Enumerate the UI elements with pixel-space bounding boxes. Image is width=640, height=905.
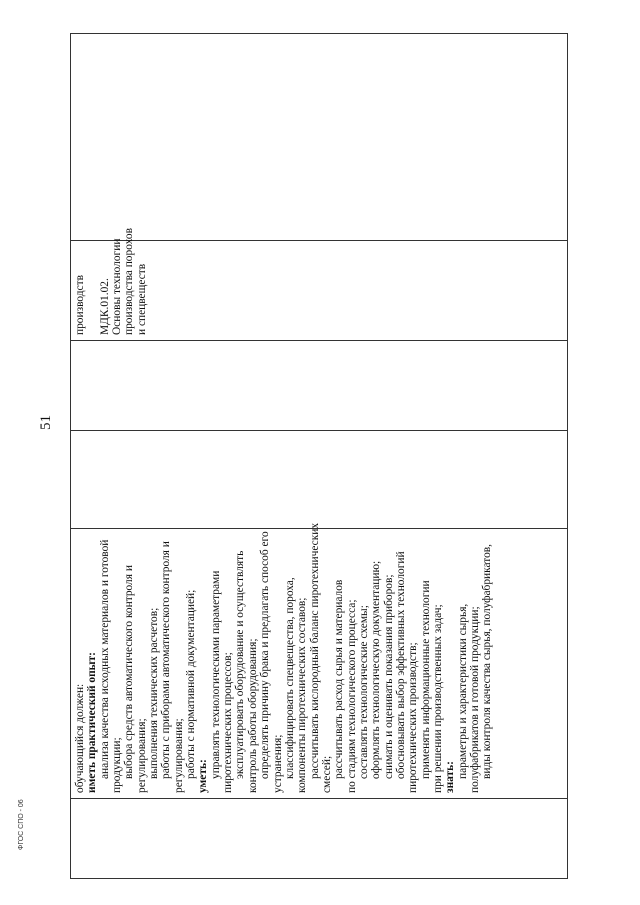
requirement-line: применять информационные технологии — [419, 580, 432, 779]
page-number: 51 — [38, 415, 54, 430]
course-line: Основы технологии — [111, 238, 124, 335]
table-row — [71, 34, 568, 879]
requirement-line: полуфабрикатов и готовой продукции; — [469, 606, 481, 793]
course-line — [86, 246, 98, 335]
requirement-line: контроль работы оборудования; — [246, 638, 259, 793]
requirement-line: устранения; — [271, 734, 284, 793]
competence-cell — [71, 34, 568, 241]
requirement-line: работы с приборами автоматического контроля и — [160, 541, 173, 779]
requirement-line: обучающийся должен: — [74, 683, 86, 793]
hours-max-cell — [71, 431, 568, 529]
requirement-line: классифицировать спецвещества, пороха, — [283, 577, 296, 779]
course-line: МДК.01.02. — [98, 278, 111, 335]
requirement-line: составлять технологические схемы; — [357, 605, 370, 779]
requirement-line: оформлять технологическую документацию; — [370, 560, 383, 779]
course-line: производства порохов — [123, 228, 136, 335]
requirement-line: управлять технологическими параметрами — [209, 570, 222, 779]
requirement-line: смесей; — [320, 755, 333, 793]
requirement-line: выбора средств автоматического контроля и — [123, 565, 136, 779]
requirement-line: компоненты пиротехнических составов; — [296, 597, 309, 793]
requirement-line: параметры и характеристики сырья, — [456, 603, 469, 779]
course-line: и спецвеществ — [135, 263, 148, 335]
requirement-line: определять причину брака и предлагать способ его — [259, 531, 272, 779]
requirement-line: снимать и оценивать показания приборов; — [382, 574, 395, 779]
section-heading: иметь практический опыт: — [86, 652, 99, 793]
footer-code: ФГОС СПО - 06 — [18, 799, 25, 850]
requirement-line: пиротехнических процессов; — [222, 652, 235, 793]
requirement-line: при решении производственных задач; — [431, 604, 444, 793]
standard-table — [70, 33, 568, 879]
hours-class-cell — [71, 341, 568, 431]
requirement-line: работы с нормативной документацией; — [185, 589, 198, 779]
requirement-line: эксплуатировать оборудование и осуществлять — [234, 550, 247, 779]
requirement-line: продукции; — [111, 737, 124, 793]
code-cell — [71, 799, 568, 879]
course-cell — [71, 228, 568, 341]
section-heading: уметь: — [197, 759, 210, 793]
landscape-sheet — [70, 34, 568, 879]
section-heading: знать: — [444, 761, 457, 793]
requirement-line: рассчитывать расход сырья и материалов — [333, 579, 346, 779]
course-line: производств — [74, 275, 86, 335]
requirement-line: обосновывать выбор эффективных технологий — [394, 551, 407, 779]
requirement-line: виды контроля качества сырья, полуфабрикатов, — [481, 543, 494, 779]
requirement-line: анализа качества исходных материалов и готовой — [98, 539, 111, 779]
requirements-cell — [71, 522, 568, 799]
requirement-line: по стадиям технологического процесса; — [345, 599, 358, 793]
requirement-line: регулирования; — [135, 718, 148, 793]
requirement-line: пиротехнических производств; — [407, 642, 420, 793]
requirement-line: выполнения технических расчетов; — [148, 607, 161, 779]
requirement-line: рассчитывать кислородный баланс пиротехнических — [308, 522, 321, 779]
requirement-line: регулирования; — [172, 718, 185, 793]
